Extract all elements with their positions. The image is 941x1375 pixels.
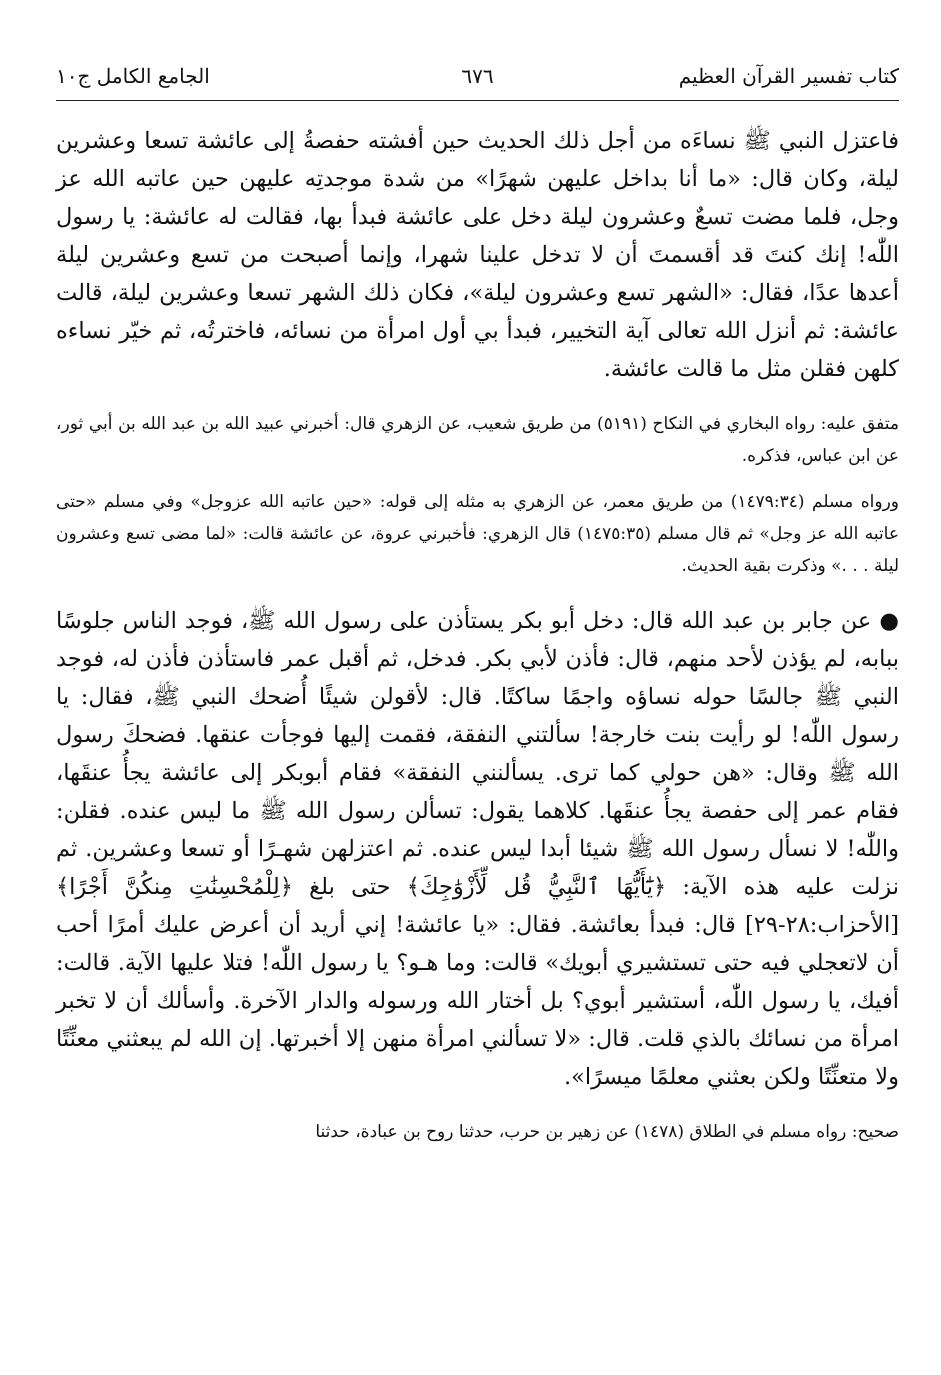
volume-label: الجامع الكامل ج١٠ — [56, 64, 210, 88]
header-rule — [56, 100, 899, 101]
takhrij-note-2: ورواه مسلم (١٤٧٩:٣٤) من طريق معمر، عن الزهري به مثله إلى قوله: «حين عاتبه الله عزوجل» وفي مسلم «حتى عاتبه الله عز وجل» ثم قال مسلم (١٤٧٥:٣٥) قال الزهري: فأخبرني عروة، عن عائشة قالت: «لما مضى تسع وعشرون ليلة . . .» وذكرت بقية الحديث. — [56, 492, 900, 576]
book-title: كتاب تفسير القرآن العظيم — [678, 64, 899, 88]
takhrij-note-3: صحيح: رواه مسلم في الطلاق (١٤٧٨) عن زهير بن حرب، حدثنا روح بن عبادة، حدثنا — [315, 1122, 899, 1142]
hadith-paragraph-1: فاعتزل النبي ﷺ نساءَه من أجل ذلك الحديث حين أفشته حفصةُ إلى عائشة تسعا وعشرين ليلة، وكان قال: «ما أنا بداخل عليهن شهرًا» من شدة موجدتِه عليهن حين عاتبه الله عز وجل، فلما مضت تسعٌ وعشرون ليلة دخل على عائشة فبدأ بها، فقالت له عائشة: يا رسول اللّٰه! إنك كنتَ قد أقسمتَ أن لا تدخل علينا شهرا، وإنما أصبحت من تسع وعشرين ليلة أعدها عدًا، فقال: «الشهر تسع وعشرون ليلة»، فكان ذلك الشهر تسعا وعشرين ليلة، قالت عائشة: ثم أنزل الله تعالى آية التخيير، فبدأ بي أول امرأة من نسائه، فاخترتُه، ثم خيّر نساءه كلهن فقلن مثل ما قالت عائشة. — [56, 128, 899, 382]
page-body — [56, 122, 899, 1148]
hadith-paragraph-2 — [56, 602, 899, 1096]
running-header — [56, 56, 899, 96]
hadith-paragraph-2-text: عن جابر بن عبد الله قال: دخل أبو بكر يستأذن على رسول الله ﷺ، فوجد الناس جلوسًا ببابه، لم يؤذن لأحد منهم، قال: فأذن لأبي بكر. فدخل، ثم أقبل عمر فاستأذن فأذن له، فوجد النبي ﷺ جالسًا حوله نساؤه واجمًا ساكتًا. قال: لأقولن شيئًا أُضحك النبي ﷺ، فقال: يا رسول اللّٰه! لو رأيت بنت خارجة! سألتني النفقة، فقمت إليها فوجأت عنقها. فضحكَ رسول الله ﷺ وقال: «هن حولي كما ترى. يسألنني النفقة» فقام أبوبكر إلى عائشة يجأُ عنقَها، فقام عمر إلى حفصة يجأُ عنقَها. كلاهما يقول: تسألن رسول الله ﷺ ما ليس عنده. فقلن: واللّٰه! لا نسأل رسول الله ﷺ شيئا أبدا ليس عنده. ثم اعتزلهن شهـرًا أو تسعا وعشرين. ثم نزلت عليه هذه الآية: ﴿يَٰٓأَيُّهَا ٱلنَّبِيُّ قُل لِّأَزْوَٰجِكَ﴾ حتى بلغ ﴿لِلْمُحْسِنَٰتِ مِنكُنَّ أَجْرًا﴾ [الأحزاب:٢٨-٢٩] قال: فبدأ بعائشة. فقال: «يا عائشة! إني أريد أن أعرض عليك أمرًا أحب أن لاتعجلي فيه حتى تستشيري أبويك» قالت: وما هـو؟ يا رسول اللّٰه! فتلا عليها الآية. قالت: أفيك، يا رسول اللّٰه، أستشير أبوي؟ بل أختار الله ورسوله والدار الآخرة. وأسألك أن لا تخبر امرأة من نسائك بالذي قلت. قال: «لا تسألني امرأة منهن إلا أخبرتها. إن الله لم يبعثني معنِّتًا ولا متعنِّتًا ولكن بعثني معلمًا ميسرًا». — [56, 608, 899, 1090]
page-number: ٦٧٦ — [461, 64, 494, 88]
takhrij-note-1: متفق عليه: رواه البخاري في النكاح (٥١٩١) من طريق شعيب، عن الزهري قال: أخبرني عبيد الله بن عبد الله بن أبي ثور، عن ابن عباس، فذكره. — [56, 414, 899, 466]
bullet-icon: ● — [879, 608, 899, 634]
